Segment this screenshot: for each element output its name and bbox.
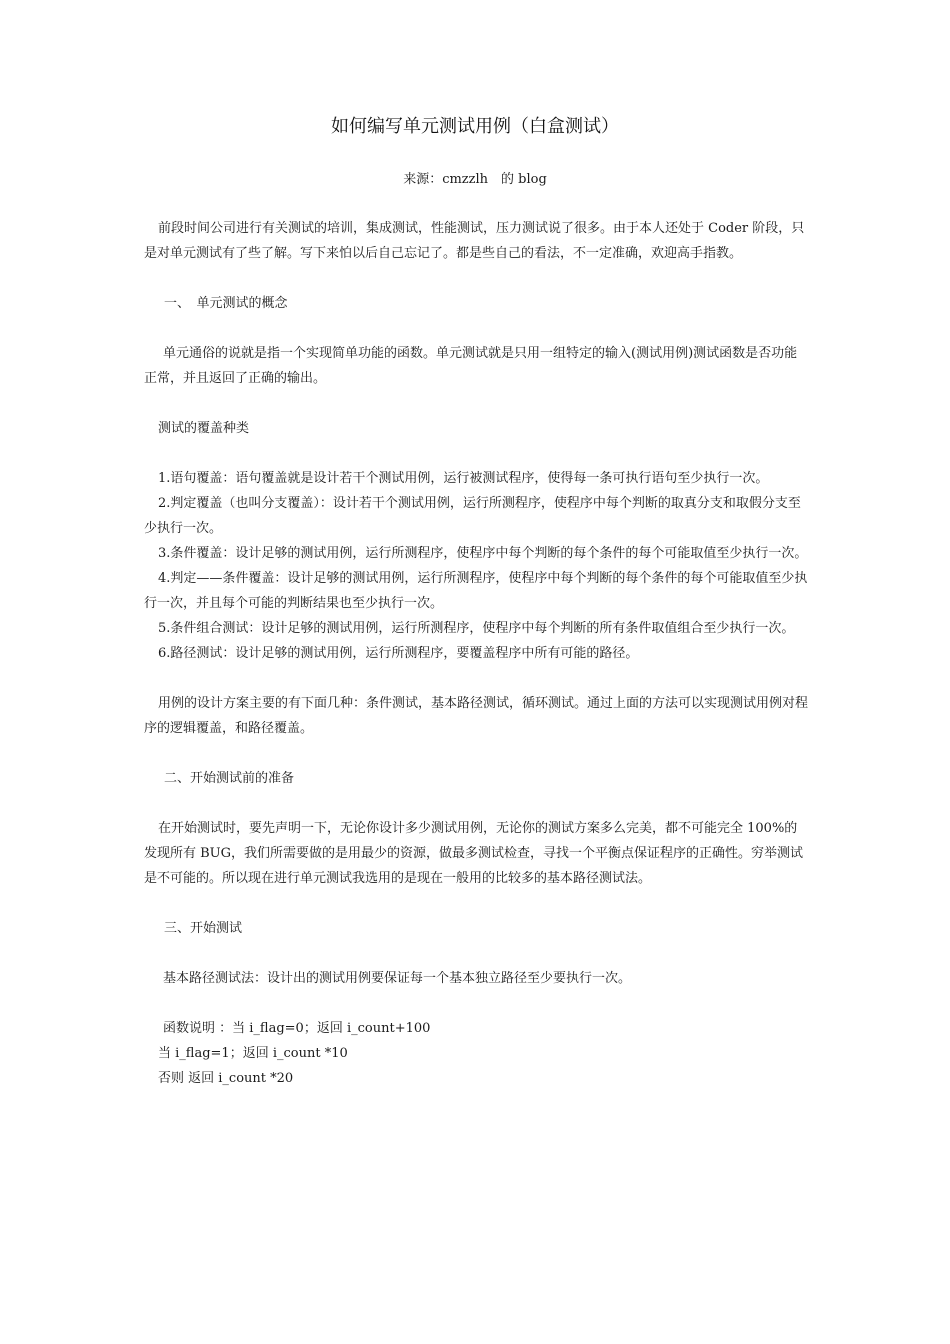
coverage-list bbox=[144, 466, 810, 666]
coverage-title: 测试的覆盖种类 bbox=[158, 421, 250, 436]
list-item: 2.判定覆盖（也叫分支覆盖）：设计若干个测试用例，运行所测程序，使程序中每个判断的取真分支和取假分支至少执行一次。 bbox=[144, 496, 801, 536]
intro-paragraph: 前段时间公司进行有关测试的培训，集成测试，性能测试，压力测试说了很多。由于本人还处于 Coder 阶段，只是对单元测试有了些了解。写下来怕以后自己忘记了。都是些自己的看法，不一定准确，欢迎高手指教。 bbox=[144, 221, 805, 261]
list-item: 1.语句覆盖：语句覆盖就是设计若干个测试用例，运行被测试程序，使得每一条可执行语句至少执行一次。 bbox=[158, 471, 769, 486]
section2-heading: 二、开始测试前的准备 bbox=[164, 771, 295, 786]
list-item: 3.条件覆盖：设计足够的测试用例，运行所测程序，使程序中每个判断的每个条件的每个可能取值至少执行一次。 bbox=[158, 546, 808, 561]
document-title: 如何编写单元测试用例（白盒测试） bbox=[331, 116, 619, 137]
function-description-line: 函数说明 ：当 i_flag=0；返回 i_count+100 bbox=[163, 1021, 431, 1036]
list-item: 5.条件组合测试：设计足够的测试用例，运行所测程序，使程序中每个判断的所有条件取值组合至少执行一次。 bbox=[158, 621, 795, 636]
function-description-line: 当 i_flag=1；返回 i_count *10 bbox=[158, 1046, 348, 1061]
document-source: 来源：cmzzlh 的 blog bbox=[403, 172, 547, 187]
design-paragraph: 用例的设计方案主要的有下面几种：条件测试，基本路径测试，循环测试。通过上面的方法可以实现测试用例对程序的逻辑覆盖，和路径覆盖。 bbox=[144, 696, 809, 736]
section3-heading: 三、开始测试 bbox=[164, 921, 243, 936]
section1-paragraph: 单元通俗的说就是指一个实现简单功能的函数。单元测试就是只用一组特定的输入(测试用例)测试函数是否功能正常，并且返回了正确的输出。 bbox=[144, 346, 798, 386]
document-body bbox=[144, 216, 810, 1091]
section1-heading: 一、 单元测试的概念 bbox=[164, 296, 288, 311]
function-description-line: 否则 返回 i_count *20 bbox=[158, 1071, 294, 1086]
section3-paragraph: 基本路径测试法：设计出的测试用例要保证每一个基本独立路径至少要执行一次。 bbox=[163, 971, 632, 986]
list-item: 4.判定——条件覆盖：设计足够的测试用例，运行所测程序，使程序中每个判断的每个条件的每个可能取值至少执行一次，并且每个可能的判断结果也至少执行一次。 bbox=[144, 571, 808, 611]
section2-paragraph: 在开始测试时，要先声明一下，无论你设计多少测试用例，无论你的测试方案多么完美，都不可能完全 100%的发现所有 BUG，我们所需要做的是用最少的资源，做最多测试检查，寻找一个平衡点保证程序的正确性。穷举测试是不可能的。所以现在进行单元测试我选用的是现在一般用的比较多的基本路径测试法。 bbox=[144, 821, 804, 886]
list-item: 6.路径测试：设计足够的测试用例，运行所测程序，要覆盖程序中所有可能的路径。 bbox=[158, 646, 639, 661]
